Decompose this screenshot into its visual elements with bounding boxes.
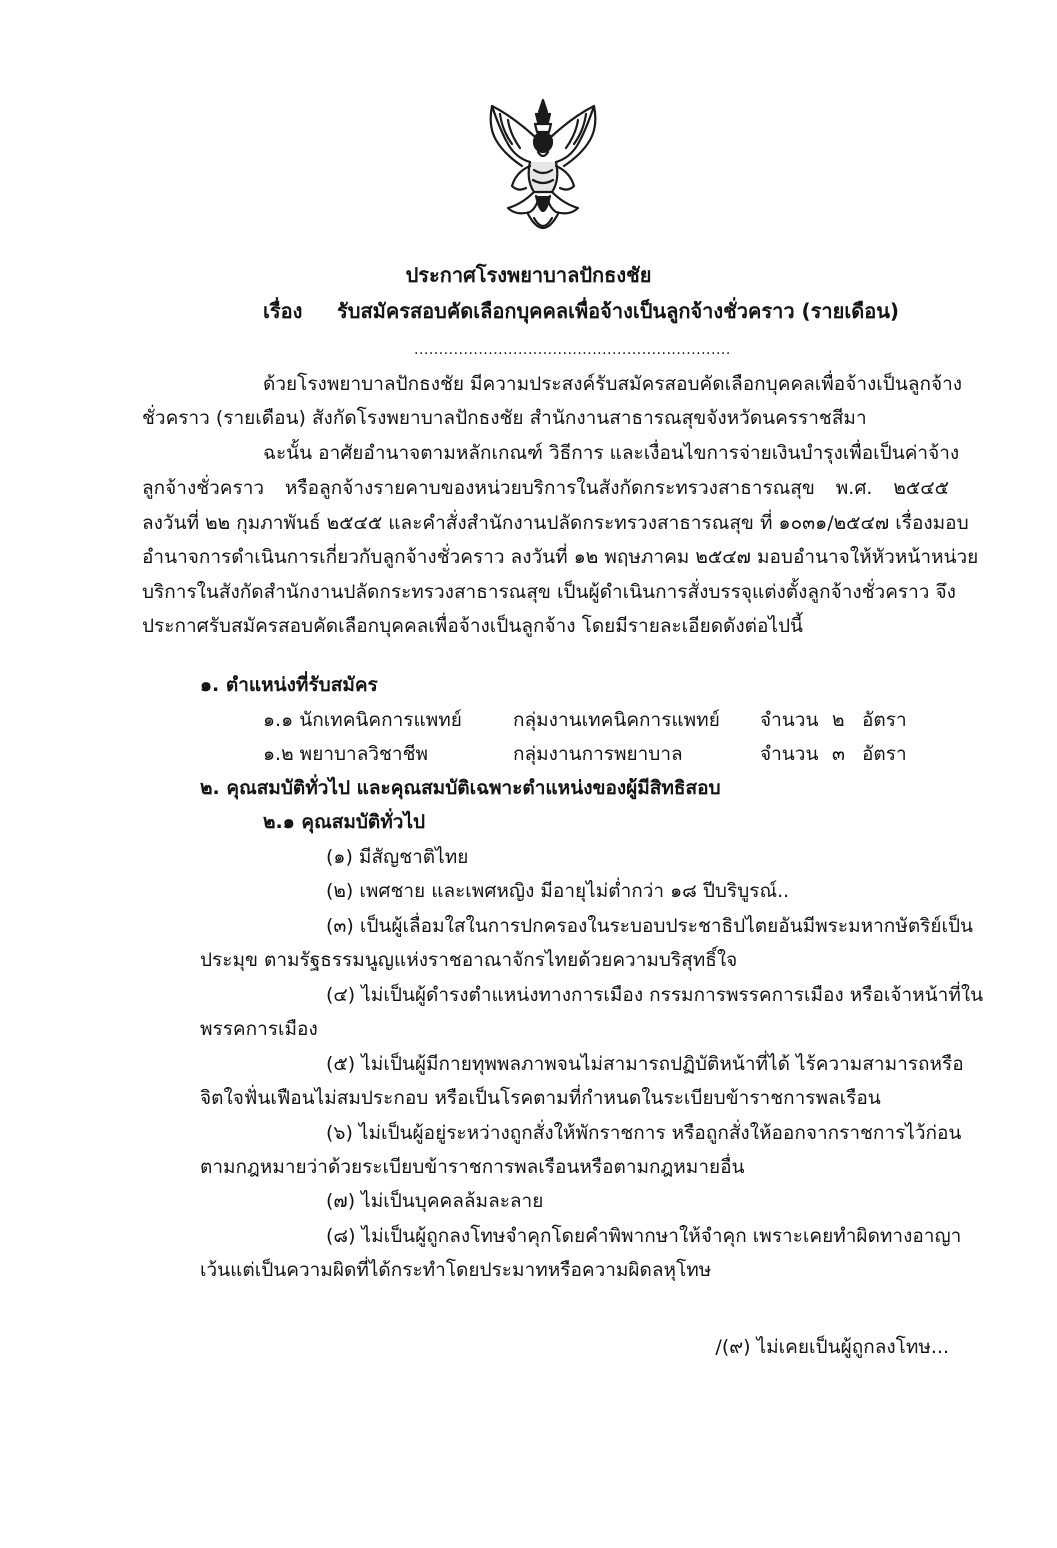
position-1-count: ๒ [832,709,845,731]
subject-text: รับสมัครสอบคัดเลือกบุคคลเพื่อจ้างเป็นลูกจ้างชั่วคราว (รายเดือน) [337,299,900,323]
qualification-1: (๑) มีสัญชาติไทย [326,846,469,868]
position-1-group: กลุ่มงานเทคนิคการแพทย์ [513,709,720,731]
qualification-8: (๘) ไม่เป็นผู้ถูกลงโทษจำคุกโดยคำพิพากษาให้จำคุก เพราะเคยทำผิดทางอาญา [326,1225,962,1247]
position-1-unit: อัตรา [862,709,907,731]
intro-line-2: ชั่วคราว (รายเดือน) สังกัดโรงพยาบาลปักธงชัย สำนักงานสาธารณสุขจังหวัดนครราชสีมา [142,407,867,429]
qualification-3: (๓) เป็นผู้เลื่อมใสในการปกครองในระบอบประชาธิปไตยอันมีพระมหากษัตริย์เป็น [326,915,974,937]
section-2-1-heading: ๒.๑ คุณสมบัติทั่วไป [263,811,426,833]
authority-line-2: ลูกจ้างชั่วคราว หรือลูกจ้างรายคาบของหน่วยบริการในสังกัดกระทรวงสาธารณสุข พ.ศ. ๒๕๔๕ [142,477,949,499]
intro-line-1: ด้วยโรงพยาบาลปักธงชัย มีความประสงค์รับสมัครสอบคัดเลือกบุคคลเพื่อจ้างเป็นลูกจ้าง [263,373,963,395]
qualification-8-cont: เว้นแต่เป็นความผิดที่ได้กระทำโดยประมาทหรือความผิดลหุโทษ [200,1259,712,1281]
qualification-5-cont: จิตใจฟั่นเฟือนไม่สมประกอบ หรือเป็นโรคตามที่กำหนดในระเบียบข้าราชการพลเรือน [200,1087,881,1109]
authority-line-5: บริการในสังกัดสำนักงานปลัดกระทรวงสาธารณสุข เป็นผู้ดำเนินการสั่งบรรจุแต่งตั้งลูกจ้างชั่วคราว จึง [142,581,956,603]
authority-line-6: ประกาศรับสมัครสอบคัดเลือกบุคคลเพื่อจ้างเป็นลูกจ้าง โดยมีรายละเอียดดังต่อไปนี้ [142,615,804,637]
position-1-title: ๑.๑ นักเทคนิคการแพทย์ [263,709,462,731]
position-2-count-label: จำนวน [760,743,819,765]
garuda-emblem-icon [478,96,608,246]
position-1-count-label: จำนวน [760,709,819,731]
qualification-4: (๔) ไม่เป็นผู้ดำรงตำแหน่งทางการเมือง กรรมการพรรคการเมือง หรือเจ้าหน้าที่ใน [326,984,984,1006]
qualification-3-cont: ประมุข ตามรัฐธรรมนูญแห่งราชอาณาจักรไทยด้วยความบริสุทธิ์ใจ [200,949,738,971]
authority-line-4: อำนาจการดำเนินการเกี่ยวกับลูกจ้างชั่วคราว ลงวันที่ ๑๒ พฤษภาคม ๒๕๔๗ มอบอำนาจให้หัวหน้าหน่วย [142,546,979,568]
section-2-heading: ๒. คุณสมบัติทั่วไป และคุณสมบัติเฉพาะตำแหน่งของผู้มีสิทธิสอบ [200,777,721,799]
authority-line-1: ฉะนั้น อาศัยอำนาจตามหลักเกณฑ์ วิธีการ และเงื่อนไขการจ่ายเงินบำรุงเพื่อเป็นค่าจ้าง [263,442,960,464]
qualification-6-cont: ตามกฎหมายว่าด้วยระเบียบข้าราชการพลเรือนหรือตามกฎหมายอื่น [200,1156,745,1178]
position-2-group: กลุ่มงานการพยาบาล [513,743,683,765]
page-title: ประกาศโรงพยาบาลปักธงชัย [405,263,652,287]
title-divider: ................................................................ [414,342,731,358]
subject-label: เรื่อง [263,299,303,323]
qualification-4-cont: พรรคการเมือง [200,1018,318,1040]
section-1-heading: ๑. ตำแหน่งที่รับสมัคร [200,674,378,696]
qualification-5: (๕) ไม่เป็นผู้มีกายทุพพลภาพจนไม่สามารถปฏิบัติหน้าที่ได้ ไร้ความสามารถหรือ [326,1053,964,1075]
position-2-title: ๑.๒ พยาบาลวิชาชีพ [263,743,429,765]
authority-line-3: ลงวันที่ ๒๒ กุมภาพันธ์ ๒๕๔๕ และคำสั่งสำนักงานปลัดกระทรวงสาธารณสุข ที่ ๑๐๓๑/๒๕๔๗ เรื่องมอบ [142,512,969,534]
position-2-unit: อัตรา [862,743,907,765]
continuation-note: /(๙) ไม่เคยเป็นผู้ถูกลงโทษ... [715,1336,949,1358]
qualification-6: (๖) ไม่เป็นผู้อยู่ระหว่างถูกสั่งให้พักราชการ หรือถูกสั่งให้ออกจากราชการไว้ก่อน [326,1122,962,1144]
position-2-count: ๓ [832,743,845,765]
qualification-7: (๗) ไม่เป็นบุคคลล้มละลาย [326,1190,544,1212]
qualification-2: (๒) เพศชาย และเพศหญิง มีอายุไม่ต่ำกว่า ๑๘ ปีบริบูรณ์.. [326,880,790,902]
